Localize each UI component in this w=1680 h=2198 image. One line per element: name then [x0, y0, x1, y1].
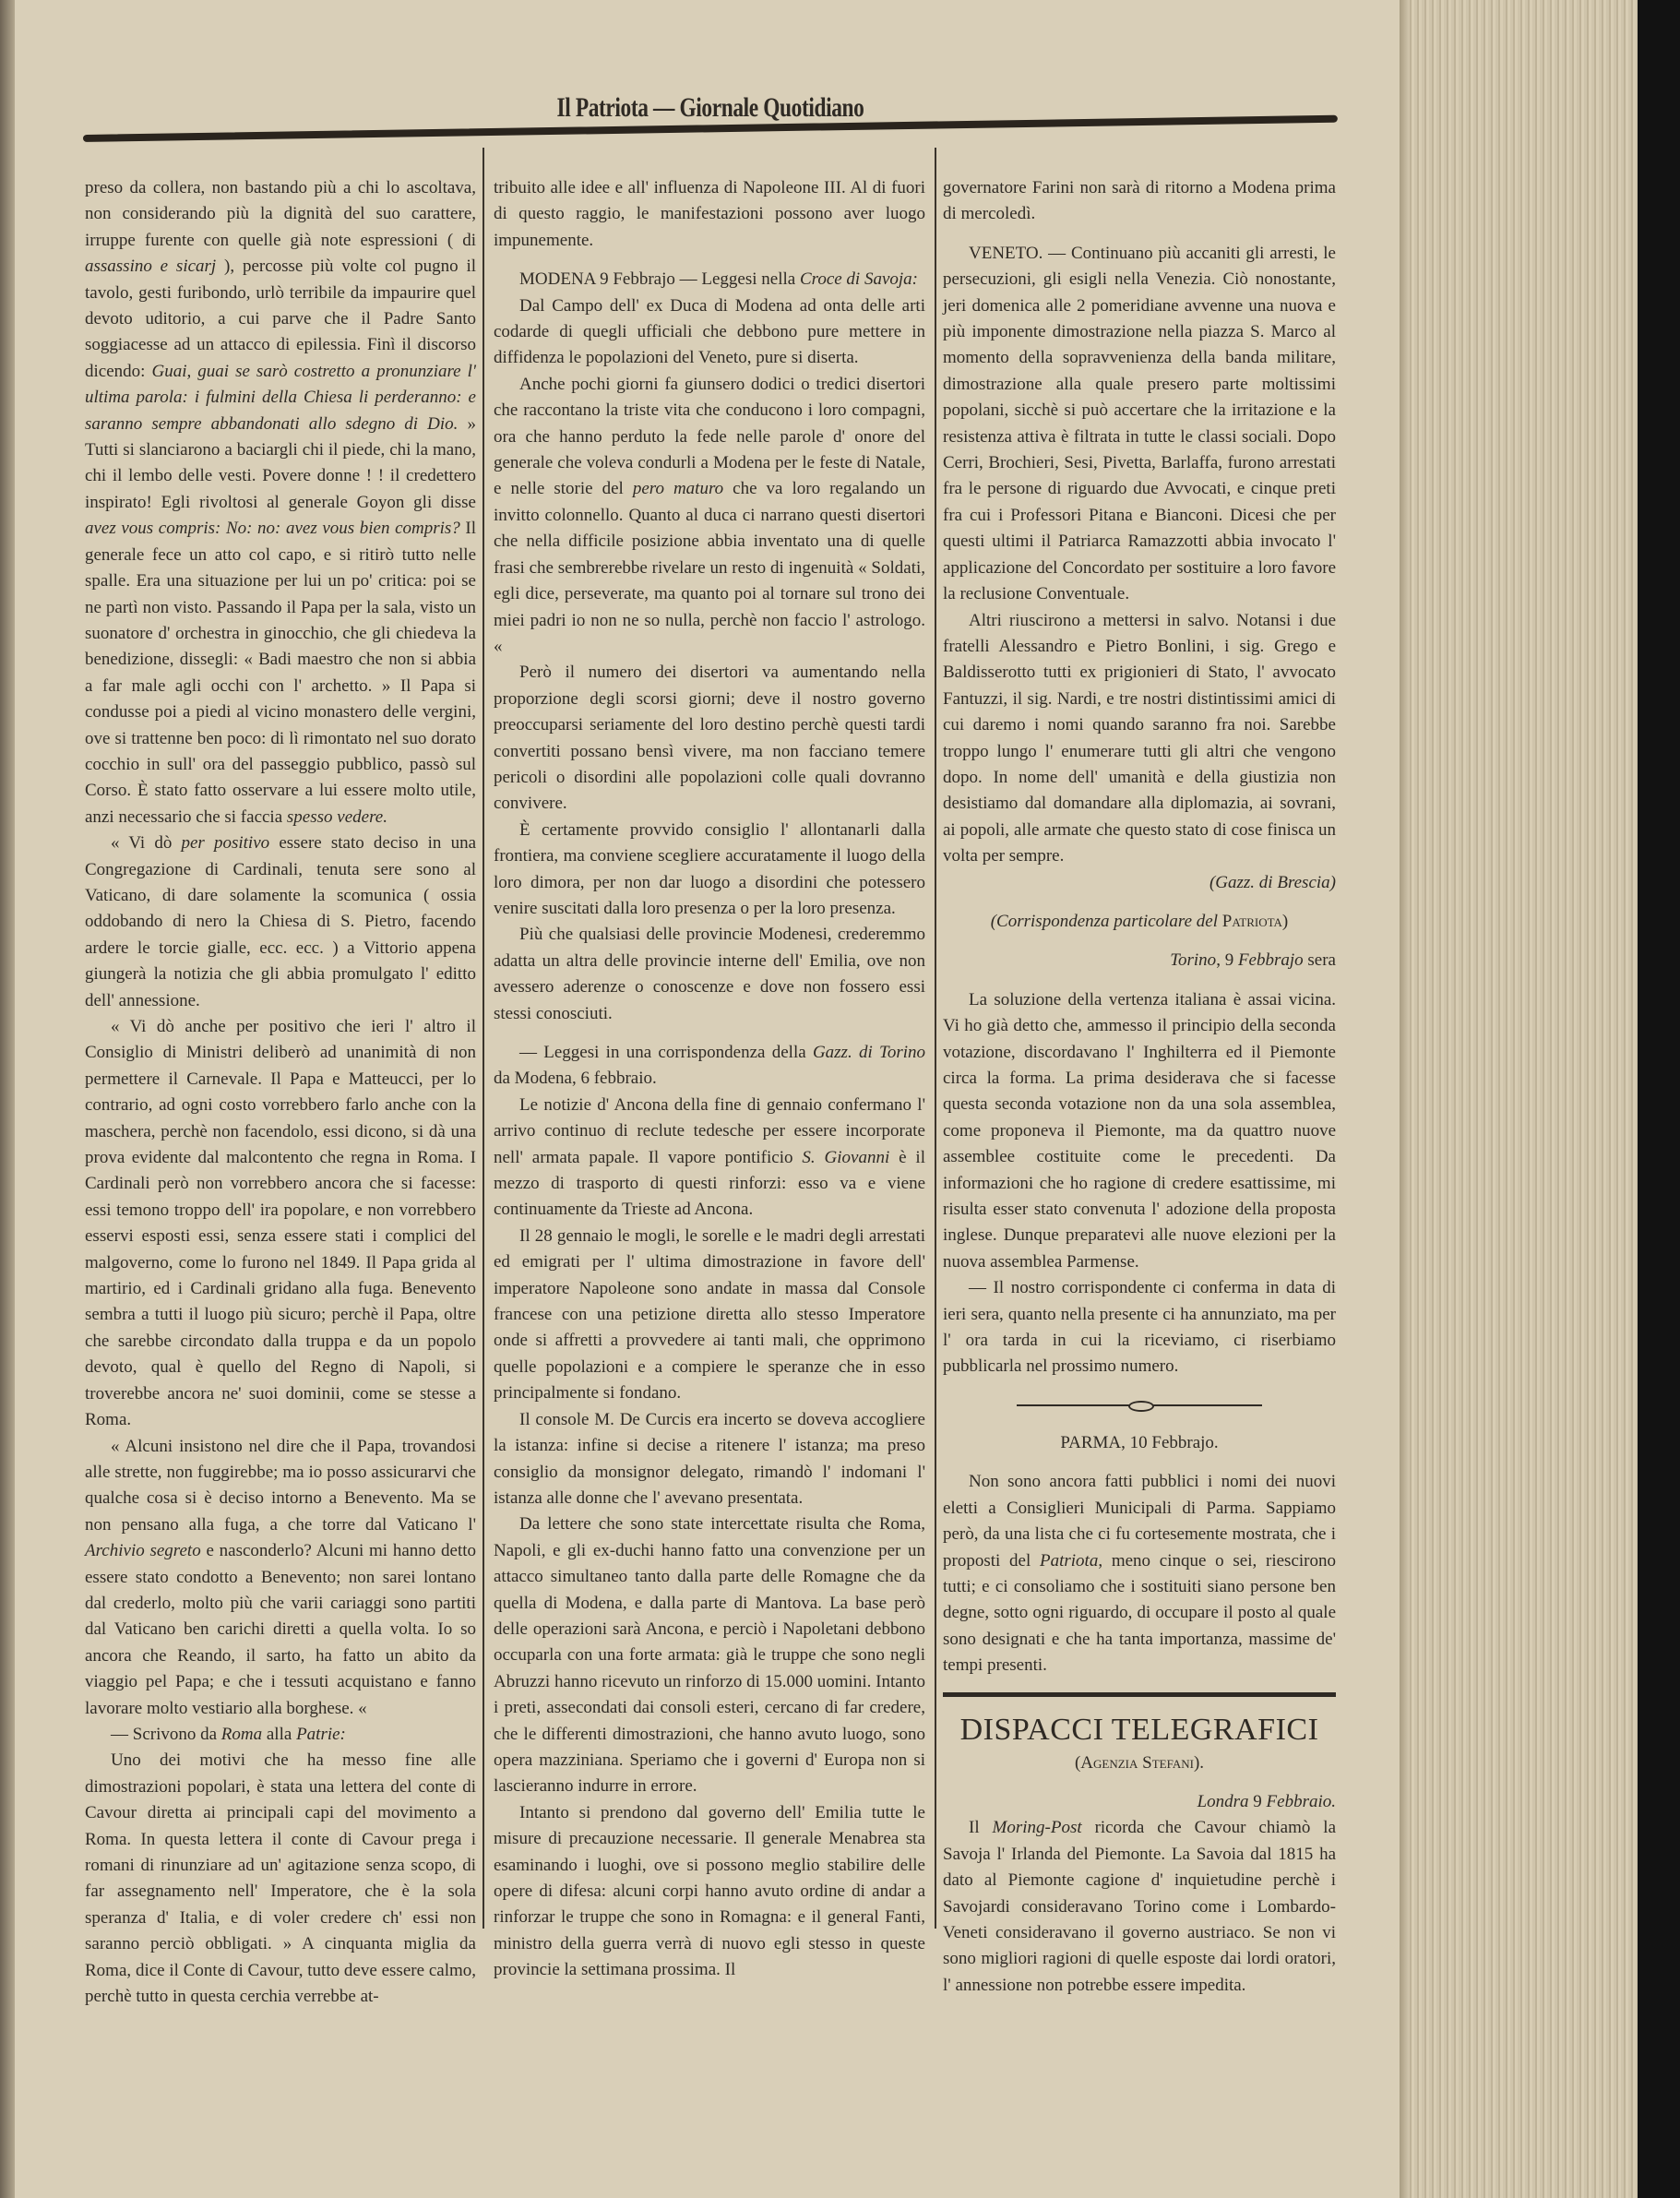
text-run: — Leggesi in una corrispondenza della: [519, 1043, 813, 1062]
text-run: 9: [1248, 1791, 1267, 1811]
section-rule: [943, 1692, 1336, 1697]
paragraph: [943, 1469, 1336, 1678]
text-run: Patrie:: [296, 1724, 346, 1744]
text-run: Le notizie d' Ancona della fine di gennaio confermano l' arrivo continuo di reclute tedesche per essere incorporate nell' armata papale. Il vapore pontificio: [494, 1094, 925, 1167]
text-run: (Corrispondenza particolare del: [990, 911, 1222, 931]
paragraph: [494, 1093, 925, 1224]
paragraph: [494, 267, 925, 293]
dateline: [943, 1789, 1336, 1815]
text-run: spesso vedere.: [286, 806, 387, 827]
text-run: « Vi dò anche per positivo che ieri l' altro il Consiglio di Ministri deliberò ad unanimità di non permettere il Carnevale. Il Papa e Matteucci, per lo contrario, ad ogni costo vorrebbero farlo anche con la maschera, perchè non facendolo, essi dicono, si dà una prova evidente dal malcontento che regna in Roma. I Cardinali però non vorrebbero ancora che si facesse: essi temono troppo dell' ira popolare, e non vorrebbero esservi esposti essi, senza essere stati i complici del malgoverno, come lo furono nel 1849. Il Papa grida al martirio, ed i Cardinali gridano alla fuga. Benevento sembra a tutti il luogo più sicuro; perchè il Papa, oltre che sarebbe circondato dalla truppa e da un popolo devoto, qual è quello del Regno di Napoli, si troverebbe ancora ne' suoi dominii, come se stesse a Roma.: [85, 1017, 476, 1430]
paragraph: [494, 660, 925, 817]
text-run: Londra: [1197, 1791, 1249, 1811]
section-heading: [943, 1710, 1336, 1750]
text-run: preso da collera, non bastando più a chi lo ascoltava, non considerando più la dignità del suo carattere, irruppe furente con quelle già note espressioni ( di: [85, 178, 476, 250]
text-run: Più che qualsiasi delle provincie Modenesi, crederemmo adatta un altra delle provincie interne dell' Emilia, ove non avessero aderenze o conoscenze e dove non fossero essi stessi conosciuti.: [494, 925, 925, 1023]
text-run: alla: [262, 1724, 297, 1744]
text-run: pero maturo: [632, 479, 724, 499]
text-run: S. Giovanni: [802, 1147, 890, 1167]
paragraph: [943, 175, 1336, 228]
text-run: è il mezzo di trasporto di questi rinforzi: esso va e viene continuamente da Trieste ad Ancona.: [494, 1147, 925, 1220]
text-run: La soluzione della vertenza italiana è assai vicina. Vi ho già detto che, ammesso il principio della seconda votazione, discordavano l' Inghilterra ed il Piemonte circa la forma. La prima desiderava che si facesse questa seconda votazione non da una sola assemblea, come proponeva il Piemonte, ma da quattro nuove assemblee costituite come le precedenti. Da informazioni che ho ragione di credere esattissime, mi risulta esser stato convenuta l' adozione della proposta inglese. Dunque preparatevi alle nuove elezioni per la nuova assemblea Parmense.: [943, 989, 1336, 1272]
text-run: Moring-Post: [992, 1818, 1082, 1838]
text-run: Patriota: [1039, 1550, 1099, 1571]
text-run: Febbraio.: [1266, 1791, 1336, 1811]
column-2: [494, 175, 925, 1984]
column-3: [943, 175, 1336, 1999]
paragraph: [943, 241, 1336, 608]
text-run: « Vi dò: [111, 833, 182, 854]
text-run: ), percosse più volte col pugno il tavolo, gesti furibondo, urlò terribile da impaurire quel devoto uditorio, a cui parve che il Padre Santo soggiacesse ad un attacco di epilessia. Finì il discorso dicendo:: [85, 257, 476, 381]
paragraph: [943, 608, 1336, 870]
text-run: tribuito alle idee e all' influenza di Napoleone III. Al di fuori di questo raggio, le manifestazioni possono aver luogo impunemente.: [494, 178, 925, 250]
paragraph: [494, 1800, 925, 1984]
paragraph: [85, 175, 476, 830]
text-run: Anche pochi giorni fa giunsero dodici o tredici disertori che raccontano la triste vita che conducono i loro compagni, ora che hanno perduto la fede nelle parole d' onore del generale che voleva condurli a Modena per le feste di Natale, e nelle storie del: [494, 374, 925, 499]
text-run: Guai, guai se sarò costretto a pronunziare l' ultima parola: i fulmini della Chiesa li perderanno: e saranno sempre abbandonati allo sdegno di Dio.: [85, 361, 476, 434]
text-run: e nasconderlo? Alcuni mi hanno detto essere stato condotto a Benevento; non sarei lontano dal crederlo, molto più che varii cariaggi sono partiti dal Vaticano ben carichi diretti a quella volta. Io so ancora che Reando, il sarto, ha fatto un abito da viaggio pel Papa; e che i tessuti acquistano e fanno lavorare molto vestiario alla borghese. «: [85, 1541, 477, 1718]
paragraph: [85, 1434, 476, 1722]
text-run: Il: [969, 1818, 993, 1838]
text-run: Da lettere che sono state intercettate risulta che Roma, Napoli, e gli ex-duchi hanno fatto una convenzione per un attacco simultaneo tanto dalla parte delle Romagne che da quella di Modena, e dalla parte di Mantova. La base però delle operazioni sarà Ancona, e perciò i Napoletani debbono occuparla con una forte armata: già le truppe che sono negli Abruzzi hanno ricevuto un rinforzo di 15.000 uomini. Intanto i preti, assecondati dai consoli esteri, cercano di far credere, che le differenti dimostrazioni, che hanno avuto luogo, sono opera mazziniana. Speriamo che i governi d' Europa non si lascieranno indurre in errore.: [494, 1514, 925, 1797]
text-run: ricorda che Cavour chiamò la Savoja l' Irlanda del Piemonte. La Savoia dal 1815 ha dato al Piemonte cagione d' inquietudine perchè i Savojardi consideravano Torino come i Lombardo-Veneti consideravano il governo austriaco. Se non vi sono migliori ragioni di quelle esposte dai lordi oratori, l' annessione non potrebbe essere impedita.: [943, 1818, 1336, 1995]
column-divider: [483, 148, 484, 1929]
dateline: [943, 1430, 1336, 1456]
text-run: — Il nostro corrispondente ci conferma in data di ieri sera, quanto nella presente ci ha annunziato, ma per l' ora tarda in cui la riceviamo, ci riserbiamo pubblicarla nel prossimo numero.: [943, 1278, 1336, 1377]
text-run: Il console M. De Curcis era incerto se doveva accogliere la istanza: infine si decise a ritenere l' istanza; ma preso consiglio da monsignor delegato, rimandò l' indomani l' istanza alle donne che l' avevano presentata.: [494, 1409, 925, 1508]
text-run: PARMA, 10 Febbrajo.: [1060, 1432, 1219, 1452]
text-run: MODENA 9 Febbrajo — Leggesi nella: [519, 269, 800, 290]
text-run: sera: [1303, 950, 1336, 971]
text-run: Roma: [220, 1724, 263, 1744]
paragraph: [494, 922, 925, 1027]
text-run: essere stato deciso in una Congregazione di Cardinali, tenuta sere sono al Vaticano, di dare solamente la scomunica ( ossia oddobando di nero la Chiesa di S. Pietro, facendo ardere le torcie gialle, ecc. ecc. ) a Vittorio appena giungerà la notizia che gli abbia promulgato l' editto dell' annessione.: [85, 833, 476, 1010]
text-run: (Agenzia Stefani).: [1074, 1752, 1205, 1773]
text-run: È certamente provvido consiglio l' allontanarli dalla frontiera, ma conviene scegliere accuratamente il luogo della loro dimora, per non dar luogo a disordini che potessero venire suscitati dalla loro presenza o per la loro presenza.: [494, 819, 925, 918]
text-run: , 9: [1216, 950, 1238, 971]
text-run: che va loro regalando un invitto colonnello. Quanto al duca ci narrano questi disertori che nella difficile posizione abbia inventato una di quelle frasi che sembrerebbe rivelare un resto di ingenuità « Soldati, egli dice, perseverate, ma quanto poi al tornare sul trono dei miei padri io non ne so nulla, perchè non faccio l' astrologo. «: [494, 479, 926, 656]
text-run: Croce di Savoja:: [799, 269, 918, 290]
paragraph: [494, 372, 925, 660]
text-run: (Gazz. di Brescia): [1209, 872, 1336, 892]
paragraph: [943, 987, 1336, 1275]
text-run: Gazz. di Torino: [812, 1043, 925, 1062]
paragraph: [85, 1748, 476, 2010]
text-run: Però il numero dei disertori va aumentando nella proporzione degli scorsi giorni; deve il nostro governo preoccuparsi seriamente del loro destino perchè questi tardi convertiti possano bensì vivere, ma non facciano temere pericoli o disordini alle popolazioni colle quali dovranno convivere.: [494, 663, 925, 814]
text-run: Il generale fece un atto col capo, e si ritirò tutto nelle spalle. Era una situazione per lui un po' critica: poi se ne partì non visto. Passando il Papa per la sala, visto un suonatore d' orchestra in ginocchio, che gli chiedeva la benedizione, dissegli: « Badi maestro che non si abbia a far male agli occhi con l' archetto. » Il Papa si condusse poi a piedi al vicino monastero delle vergini, ove si trattenne ben poco: di lì rimontato nel suo dorato cocchio in sull' ora del passeggio pubblico, passò sul Corso. È stato fatto osservare a lui essere molto utile, anzi necessario che si faccia: [85, 519, 477, 827]
text-run: Non sono ancora fatti pubblici i nomi dei nuovi eletti a Consiglieri Municipali di Parma. Sappiamo però, da una lista che ci fu cortesemente mostrata, che i proposti del: [943, 1472, 1336, 1571]
text-run: da Modena, 6 febbraio.: [494, 1069, 657, 1089]
text-run: Dal Campo dell' ex Duca di Modena ad onta delle arti codarde di quegli ufficiali che debbono pure mettere in diffidenza le popolazioni del Veneto, pure si diserta.: [494, 295, 925, 368]
dateline: [943, 870, 1336, 896]
text-run: DISPACCI TELEGRAFICI: [959, 1712, 1319, 1747]
paragraph: [494, 1040, 925, 1093]
text-run: , meno cinque o sei, riescirono tutti; e ci consoliamo che i sostituiti siano persone ben degne, sotto ogni riguardo, di occupare il posto al quale sono designati e che ha tanta importanza, massime de' tempi presenti.: [943, 1550, 1336, 1676]
text-run: » Tutti si slanciarono a baciargli chi il piede, chi la mano, chi il lembo delle vesti. Povere donne ! ! il credettero inspirato! Egli rivoltosi al generale Goyon gli disse: [85, 413, 477, 512]
text-run: Torino: [1170, 950, 1217, 971]
column-divider: [935, 148, 936, 1929]
paragraph: [85, 1014, 476, 1434]
dateline: [943, 909, 1336, 935]
text-run: Archivio segreto: [85, 1541, 201, 1561]
paragraph: [494, 293, 925, 372]
paragraph: [85, 1722, 476, 1748]
dateline: [943, 948, 1336, 974]
text-run: Intanto si prendono dal governo dell' Emilia tutte le misure di precauzione necessarie. Il generale Menabrea sta esaminando i luoghi, ove si possono meglio stabilire delle opere di difesa: alcuni corpi hanno avuto ordine di andar a rinforzar le truppe che sono in Romagna: e il general Fanti, ministro della guerra verrà di nuovo egli stesso in queste provincie la settimana prossima. Il: [494, 1802, 925, 1980]
text-run: ): [1281, 911, 1289, 931]
text-run: Patriota: [1221, 911, 1282, 931]
text-run: Uno dei motivi che ha messo fine alle dimostrazioni popolari, è stata una lettera del conte di Cavour diretta ai principali capi del movimento a Roma. In questa lettera il conte di Cavour prega i romani di rinunziare ad un' agitazione senza scopo, di far assegnamento nell' Imperatore, che è la sola speranza d' Italia, e di voler credere ch' essi non saranno perciò obbligati. » A cinquanta miglia da Roma, dice il Conte di Cavour, tutto deve essere calmo, perchè tutto in questa cerchia verrebbe at-: [85, 1750, 476, 2007]
book-page-edges: [1400, 0, 1638, 2198]
text-run: Febbrajo: [1237, 950, 1304, 971]
paragraph: [494, 1224, 925, 1407]
text-run: VENETO. — Continuano più accaniti gli arresti, le persecuzioni, gli esigli nella Venezia. Ciò nonostante, jeri domenica alle 2 pomeridiane avvenne una nuova e più imponente dimostrazione nella piazza S. Marco al momento della sopravvenienza della banda militare, dimostrazione alla quale presero parte moltissimi popolani, sicchè si può accertare che la irritazione e la resistenza attiva è filtrata in tutte le classi sociali. Dopo Cerri, Brochieri, Sesi, Pivetta, Barlaffa, furono arrestati fra le persone di riguardo due Avvocati, e cinque preti fra cui i Professori Pitana e Bianconi. Dicesi che per questi ultimi il Patriarca Ramazzotti abbia invocato l' applicazione del Concordato per sostituire a loro favore la reclusione Conventuale.: [943, 243, 1336, 604]
paragraph: [494, 1407, 925, 1512]
text-run: assassino e sicarj: [85, 257, 217, 277]
text-run: governatore Farini non sarà di ritorno a Modena prima di mercoledì.: [943, 178, 1336, 224]
text-run: Altri riuscirono a mettersi in salvo. Notansi i due fratelli Alessandro e Pietro Bonlini, i sig. Grego e Baldisserotto tutti ex prigionieri di Stato, l' avvocato Fantuzzi, il sig. Nardi, e tre nostri distintissimi amici di cui daremo i nomi quando saranno fra noi. Sarebbe troppo lungo l' enumerare tutti gli altri che vengono dopo. In nome dell' umanità e della giustizia non desistiamo dal domandare alla diplomazia, ai sovrani, ai popoli, alle armate che questo stato di cose finisca un volta per sempre.: [943, 610, 1336, 866]
scan-background: [1638, 0, 1680, 2198]
text-run: avez vous compris: No: no: avez vous bien compris?: [85, 519, 460, 539]
running-header: Il Patriota — Giornale Quotidiano: [556, 92, 864, 123]
column-1: [85, 175, 476, 2010]
text-run: « Alcuni insistono nel dire che il Papa, trovandosi alle strette, non fuggirebbe; ma io posso assicurarvi che qualche cosa si è deciso intorno a Benevento. Ma se non pensano alla fuga, a che torre dal Vaticano l': [85, 1436, 476, 1535]
binding-left-edge: [0, 0, 15, 2198]
text-run: per positivo: [181, 833, 270, 854]
paragraph: [943, 1275, 1336, 1380]
text-run: — Scrivono da: [111, 1724, 221, 1744]
paragraph: [494, 1511, 925, 1799]
text-run: Il 28 gennaio le mogli, le sorelle e le madri degli arrestati ed emigrati per l' ultima dimostrazione in favore dell' imperatore Napoleone sono andate in massa dal Console francese con una petizione diretta allo stesso Imperatore onde si affretti a provvedere ai tanti mali, che opprimono quelle popolazioni e a compiere le speranze che in esso principalmente si fondano.: [494, 1225, 925, 1404]
paragraph: [494, 818, 925, 923]
ornament-divider: [1017, 1404, 1262, 1406]
paragraph: [494, 175, 925, 254]
paragraph: [85, 830, 476, 1014]
dateline: [943, 1750, 1336, 1776]
paragraph: [943, 1815, 1336, 1999]
